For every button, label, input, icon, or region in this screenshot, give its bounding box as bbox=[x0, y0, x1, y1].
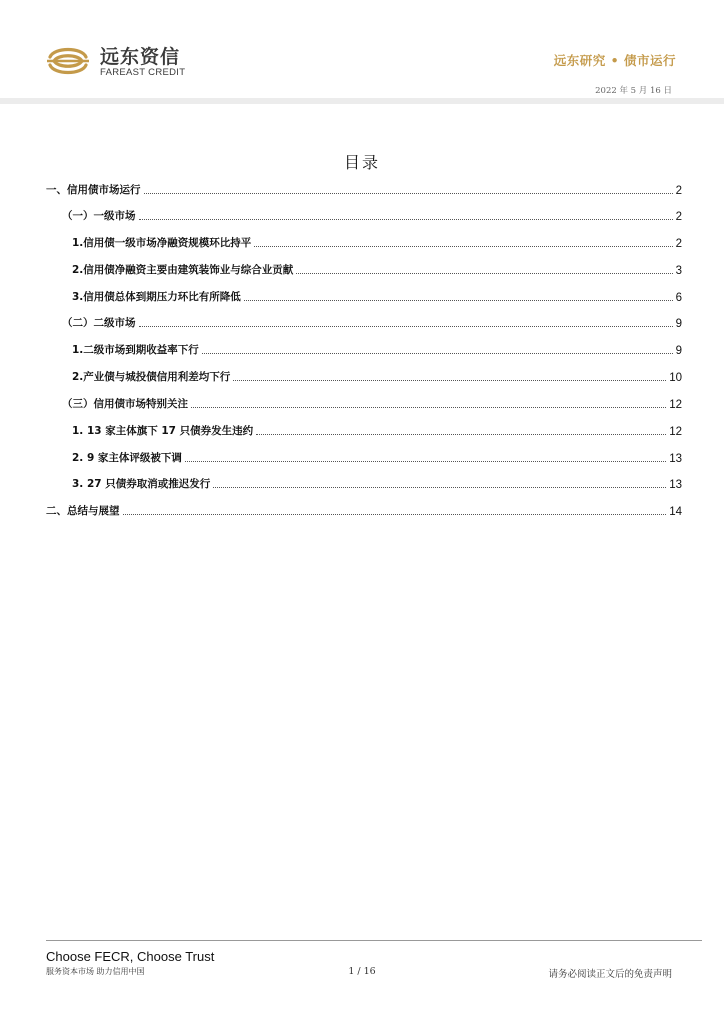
toc-entry-1-2-2[interactable] bbox=[72, 368, 682, 384]
toc-entry-1-3-1[interactable] bbox=[72, 422, 682, 438]
toc-entry-1-3-2[interactable] bbox=[72, 449, 682, 465]
toc-entry-text: 一、信用债市场运行 bbox=[46, 184, 141, 196]
toc-entry-page: 9 bbox=[675, 345, 682, 357]
toc-entry-text: 1.二级市场到期收益率下行 bbox=[72, 344, 199, 356]
toc-entry-1-1[interactable] bbox=[62, 207, 682, 223]
page-header bbox=[0, 0, 724, 104]
toc-leader-dots bbox=[254, 245, 672, 247]
toc-entry-text: 1.信用债一级市场净融资规模环比持平 bbox=[72, 237, 252, 249]
toc-entry-1[interactable] bbox=[46, 181, 682, 197]
footer-divider bbox=[46, 940, 702, 941]
toc-entry-1-2-1[interactable] bbox=[72, 341, 682, 357]
header-divider bbox=[0, 98, 724, 104]
toc-entry-page: 13 bbox=[669, 453, 682, 465]
brand-name-en: FAREAST CREDIT bbox=[100, 67, 186, 78]
toc-entry-text: （一）一级市场 bbox=[62, 210, 136, 222]
toc-leader-dots bbox=[202, 352, 673, 354]
toc-entry-text: 3. 27 只债券取消或推迟发行 bbox=[72, 478, 211, 490]
page-number: 1 / 16 bbox=[348, 966, 376, 977]
toc-entry-page: 3 bbox=[675, 265, 682, 277]
toc-entry-page: 2 bbox=[675, 185, 682, 197]
toc-entry-page: 6 bbox=[675, 292, 682, 304]
toc-entry-page: 9 bbox=[675, 318, 682, 330]
toc-entry-text: 2.产业债与城投债信用利差均下行 bbox=[72, 371, 231, 383]
toc-entry-1-3[interactable] bbox=[62, 395, 682, 411]
toc-entry-page: 2 bbox=[675, 211, 682, 223]
toc-entry-page: 12 bbox=[669, 399, 682, 411]
footer-slogan-cn: 服务资本市场 助力信用中国 bbox=[46, 967, 145, 976]
fareast-credit-logo-icon bbox=[44, 41, 92, 81]
toc-leader-dots bbox=[139, 325, 673, 327]
toc-entry-text: 3.信用债总体到期压力环比有所降低 bbox=[72, 291, 241, 303]
toc-entry-1-1-2[interactable] bbox=[72, 261, 682, 277]
toc-entry-1-2[interactable] bbox=[62, 314, 682, 330]
brand-name-cn: 远东资信 bbox=[100, 46, 181, 68]
toc-leader-dots bbox=[256, 433, 666, 435]
toc-entry-text: 2.信用债净融资主要由建筑装饰业与综合业贡献 bbox=[72, 264, 294, 276]
toc-entry-1-3-3[interactable] bbox=[72, 475, 682, 491]
toc-leader-dots bbox=[185, 460, 666, 462]
toc-title: 目录 bbox=[343, 153, 380, 172]
report-date: 2022 年 5 月 16 日 bbox=[595, 86, 672, 96]
toc-entry-page: 14 bbox=[669, 506, 682, 518]
toc-leader-dots bbox=[144, 192, 673, 194]
report-category: 远东研究 • 债市运行 bbox=[553, 53, 676, 68]
toc-entry-text: （二）二级市场 bbox=[62, 317, 136, 329]
toc-entry-page: 13 bbox=[669, 479, 682, 491]
toc-entry-text: 1. 13 家主体旗下 17 只债券发生违约 bbox=[72, 425, 254, 437]
toc-leader-dots bbox=[123, 513, 667, 515]
toc-entry-text: （三）信用债市场特别关注 bbox=[62, 398, 188, 410]
toc-entry-page: 10 bbox=[669, 372, 682, 384]
toc-entry-1-1-3[interactable] bbox=[72, 288, 682, 304]
toc-leader-dots bbox=[244, 299, 673, 301]
toc-entry-page: 2 bbox=[675, 238, 682, 250]
toc-entry-page: 12 bbox=[669, 426, 682, 438]
toc-leader-dots bbox=[191, 406, 666, 408]
footer-slogan-en: Choose FECR, Choose Trust bbox=[46, 949, 215, 964]
toc-leader-dots bbox=[139, 218, 673, 220]
toc-leader-dots bbox=[233, 379, 666, 381]
toc-entry-text: 2. 9 家主体评级被下调 bbox=[72, 452, 182, 464]
toc-entry-2[interactable] bbox=[46, 502, 682, 518]
toc-leader-dots bbox=[213, 486, 666, 488]
toc-entry-1-1-1[interactable] bbox=[72, 234, 682, 250]
toc-leader-dots bbox=[296, 272, 672, 274]
footer-disclaimer: 请务必阅读正文后的免责声明 bbox=[548, 969, 672, 980]
toc-entry-text: 二、总结与展望 bbox=[46, 505, 120, 517]
